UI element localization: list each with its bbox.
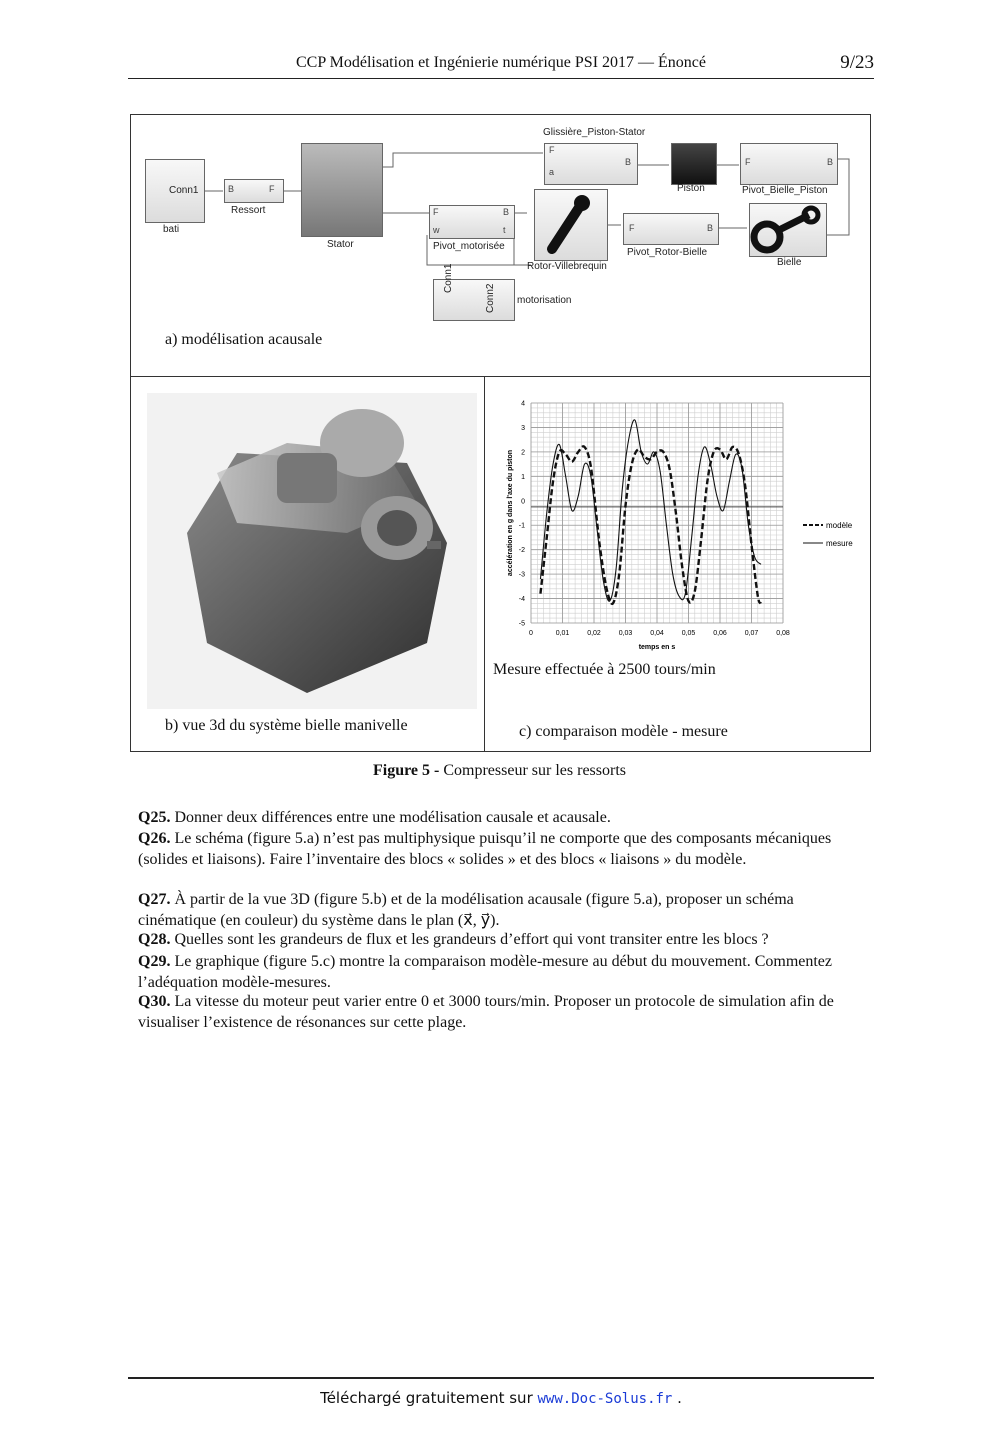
bielle-label: Bielle: [777, 257, 802, 268]
question-text: Le graphique (figure 5.c) montre la comparaison modèle-mesure au début du mouvement. Commentez l’adéquation modèle-mesures.: [138, 953, 833, 991]
rotor-label: Rotor-Villebrequin: [527, 261, 607, 272]
motorisation-label: motorisation: [517, 295, 572, 306]
x-tick-label: 0,06: [713, 630, 727, 637]
pm-port-t: t: [503, 225, 506, 235]
measurement-note: Mesure effectuée à 2500 tours/min: [493, 661, 716, 678]
ressort-port-b: B: [228, 184, 235, 194]
question-number: Q28.: [138, 931, 171, 948]
pbp-port-f: F: [745, 157, 751, 167]
glissiere-port-a: a: [549, 167, 555, 177]
ressort-label: Ressort: [231, 205, 266, 216]
x-tick-label: 0,04: [650, 630, 664, 637]
question-q27: [138, 890, 850, 931]
y-tick-label: -1: [518, 522, 525, 530]
pivot-rotor-bielle-label: Pivot_Rotor-Bielle: [627, 247, 708, 258]
y-tick-label: 2: [521, 449, 525, 457]
figure-title-number: Figure 5 -: [373, 762, 440, 779]
question-text: Donner deux différences entre une modélisation causale et acausale.: [170, 809, 611, 826]
y-tick-label: 3: [521, 424, 525, 432]
stator-label: Stator: [327, 239, 354, 250]
page-number: 9/23: [840, 52, 874, 73]
footer-end: .: [672, 1389, 682, 1407]
caption-b: b) vue 3d du système bielle manivelle: [165, 717, 408, 734]
y-tick-label: -3: [518, 571, 525, 579]
x-axis-label: temps en s: [638, 644, 676, 651]
y-tick-label: -5: [518, 620, 525, 628]
conn1-label: Conn1: [443, 263, 454, 293]
prb-port-b: B: [707, 223, 714, 233]
bati-label: bati: [163, 224, 180, 235]
x-tick-label: 0: [529, 630, 533, 637]
y-axis-label: accélération en g dans l'axe du piston: [507, 449, 514, 577]
question-text: La vitesse du moteur peut varier entre 0 et 3000 tours/min. Proposer un protocole de simulation afin de visualiser l’existence de résonances sur cette plage.: [138, 993, 834, 1031]
question-q30: [138, 992, 850, 1033]
question-text: Le schéma (figure 5.a) n’est pas multiphysique puisqu’il ne comporte que des composants mécaniques (solides et liaisons). Faire l’inventaire des blocs « solides » et des blocs « liaisons » du modèle.: [138, 830, 832, 868]
figure-title: [130, 762, 869, 780]
caption-a: a) modélisation acausale: [165, 331, 323, 348]
bati-port-label: Conn1: [169, 185, 199, 196]
footer-prefix: Téléchargé gratuitement sur: [320, 1389, 538, 1407]
pbp-port-b: B: [827, 157, 834, 167]
question-number: Q27.: [138, 891, 171, 908]
prb-port-f: F: [629, 223, 635, 233]
footer-link[interactable]: www.Doc-Solus.fr: [537, 1391, 673, 1407]
question-text: À partir de la vue 3D (figure 5.b) et de la modélisation acausale (figure 5.a), proposer un schéma cinématique (en couleur) du système dans le plan (x⃗, y⃗).: [138, 891, 794, 929]
rotor-shape: [534, 189, 606, 259]
caption-c: c) comparaison modèle - mesure: [519, 723, 728, 740]
acceleration-chart: [485, 377, 870, 667]
question-number: Q26.: [138, 830, 171, 847]
pm-port-b: B: [503, 207, 510, 217]
pivot-bielle-piston-label: Pivot_Bielle_Piston: [742, 185, 828, 196]
legend-label: modèle: [826, 521, 853, 530]
panel-b-3d-view: [131, 377, 485, 751]
block-pivot-rotor-bielle: [623, 213, 719, 245]
question-q25: [138, 808, 850, 829]
panel-c-chart: [485, 377, 870, 751]
x-tick-label: 0,02: [587, 630, 601, 637]
block-stator: [301, 143, 383, 237]
block-pivot-bielle-piston: [740, 143, 838, 185]
question-number: Q25.: [138, 809, 171, 826]
x-tick-label: 0,03: [618, 630, 633, 637]
x-tick-label: 0,08: [776, 630, 790, 637]
page-header: [128, 52, 874, 79]
piston-label: Piston: [677, 183, 705, 194]
pivot-motorisee-label: Pivot_motorisée: [433, 241, 505, 252]
conn2-label: Conn2: [485, 283, 496, 313]
x-tick-label: 0,07: [744, 630, 759, 637]
question-number: Q29.: [138, 953, 171, 970]
glissiere-port-f: F: [549, 145, 555, 155]
compressor-3d-render: [147, 393, 477, 709]
glissiere-label: Glissière_Piston-Stator: [543, 127, 646, 138]
y-tick-label: -2: [518, 547, 525, 555]
y-tick-label: -4: [518, 596, 525, 604]
bielle-shape: [749, 203, 825, 255]
header-title: CCP Modélisation et Ingénierie numérique PSI 2017 — Énoncé: [295, 54, 706, 71]
ressort-port-f: F: [269, 184, 275, 194]
glissiere-port-b: B: [625, 157, 632, 167]
x-tick-label: 0,05: [681, 630, 696, 637]
panel-a-acausal-model: [131, 115, 870, 377]
question-q29: [138, 952, 850, 993]
question-q28: [138, 930, 850, 951]
question-text: Quelles sont les grandeurs de flux et les grandeurs d’effort qui vont transiter entre les blocs ?: [170, 931, 769, 948]
y-tick-label: 4: [521, 400, 525, 408]
x-tick-label: 0,01: [555, 630, 570, 637]
block-glissiere: [544, 143, 638, 185]
question-q26: [138, 829, 850, 870]
block-piston: [671, 143, 717, 185]
legend-label: mesure: [826, 539, 853, 548]
y-tick-label: 0: [521, 498, 525, 506]
figure-5: [130, 114, 871, 752]
page-footer: [128, 1377, 874, 1407]
figure-title-text: Compresseur sur les ressorts: [439, 762, 626, 779]
pm-port-w: w: [433, 225, 440, 235]
y-tick-label: 1: [521, 473, 525, 481]
pm-port-f: F: [433, 207, 439, 217]
question-number: Q30.: [138, 993, 171, 1010]
footer-text: [128, 1389, 874, 1407]
